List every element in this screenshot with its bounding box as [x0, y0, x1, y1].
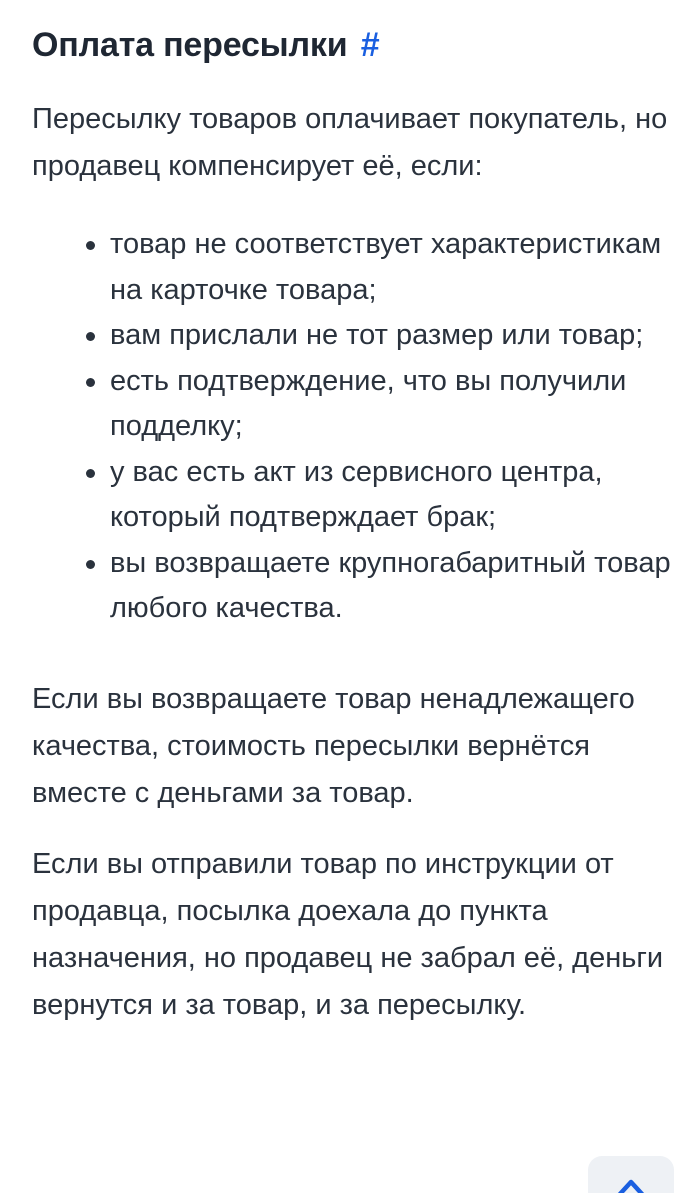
list-item-text: вам прислали не тот размер или товар; [110, 319, 644, 351]
bullet-icon [86, 378, 95, 387]
compensation-conditions-list [32, 222, 672, 632]
refund-paragraph: Если вы возвращаете товар ненадлежащего качества, стоимость пересылки вернётся вместе с деньгами за товар. [32, 682, 635, 809]
list-item-text: вы возвращаете крупногабаритный товар любого качества. [110, 546, 671, 624]
list-item-text: у вас есть акт из сервисного центра, который подтверждает брак; [110, 455, 603, 533]
list-item [110, 222, 672, 313]
section-title [32, 22, 672, 68]
intro-paragraph: Пересылку товаров оплачивает покупатель, но продавец компенсирует её, если: [32, 103, 668, 182]
section-anchor-link[interactable]: # [360, 26, 380, 64]
arrow-up-icon [614, 1170, 648, 1193]
unclaimed-parcel-paragraph: Если вы отправили товар по инструкции от продавца, посылка доехала до пункта назначения, но продавец не забрал её, деньги вернутся и за товар, и за пересылку. [32, 847, 664, 1021]
list-item [110, 313, 672, 359]
bullet-icon [86, 560, 95, 569]
bullet-icon [86, 241, 95, 250]
list-item [110, 450, 672, 541]
article-content [32, 22, 672, 1029]
list-item [110, 541, 672, 632]
list-item-text: товар не соответствует характеристикам на карточке товара; [110, 228, 662, 306]
bullet-icon [86, 469, 95, 478]
list-item-text: есть подтверждение, что вы получили подделку; [110, 364, 627, 442]
scroll-to-top-button[interactable] [588, 1156, 674, 1193]
bullet-icon [86, 332, 95, 341]
section-title-text: Оплата пересылки [32, 26, 348, 64]
list-item [110, 359, 672, 450]
